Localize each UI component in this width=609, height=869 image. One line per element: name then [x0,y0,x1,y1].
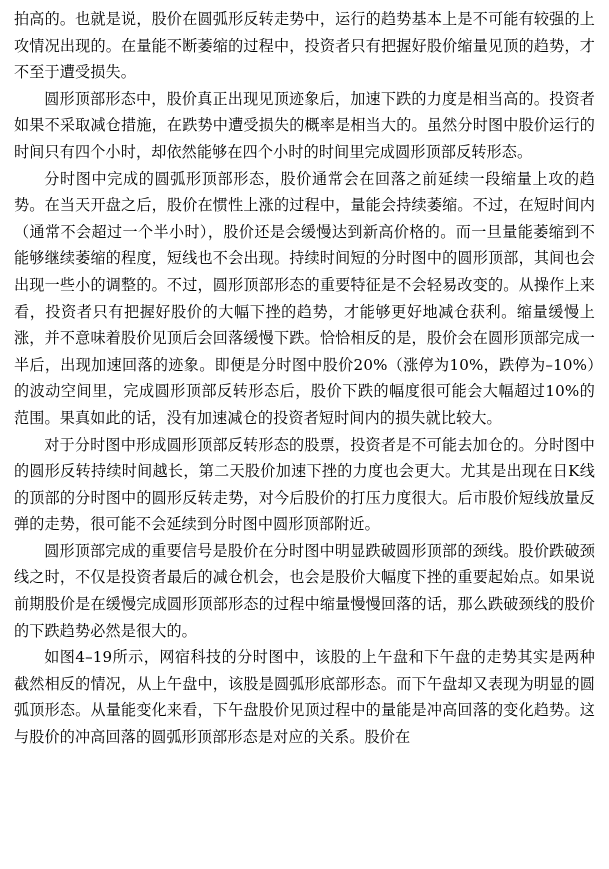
paragraph-1: 拍高的。也就是说，股价在圆弧形反转走势中，运行的趋势基本上是不可能有较强的上攻情况出现的。在量能不断萎缩的过程中，投资者只有把握好股价缩量见顶的趋势，才不至于遭受损失。 [14,10,595,82]
paragraph-3: 分时图中完成的圆弧形顶部形态，股价通常会在回落之前延续一段缩量上攻的趋势。在当天开盘之后，股价在惯性上涨的过程中，量能会持续萎缩。不过，在短时间内（通常不会超过一个半小时），股价还是会缓慢达到新高价格的。而一旦量能萎缩到不能够继续萎缩的程度，短线也不会出现。持续时间短的分时图中的圆形顶部，其间也会出现一些小的调整的。不过，圆形顶部形态的重要特征是不会轻易改变的。从操作上来看，投资者只有把握好股价的大幅下挫的趋势，才能够更好地减仓获利。缩量缓慢上涨，并不意味着股价见顶后会回落缓慢下跌。恰恰相反的是，股价会在圆形顶部完成一半后，出现加速回落的迹象。即便是分时图中股价20%（涨停为10%，跌停为–10%）的波动空间里，完成圆形顶部反转形态后，股价下跌的幅度很可能会大幅超过10%的范围。果真如此的话，没有加速减仓的投资者短时间内的损失就比较大。 [14,169,595,427]
paragraph-2: 圆形顶部形态中，股价真正出现见顶迹象后，加速下跌的力度是相当高的。投资者如果不采取减仓措施，在跌势中遭受损失的概率是相当大的。虽然分时图中股价运行的时间只有四个小时，却依然能够在四个小时的时间里完成圆形顶部反转形态。 [14,89,595,161]
paragraph-5: 圆形顶部完成的重要信号是股价在分时图中明显跌破圆形顶部的颈线。股价跌破颈线之时，不仅是投资者最后的减仓机会，也会是股价大幅度下挫的重要起始点。如果说前期股价是在缓慢完成圆形顶部形态的过程中缩量慢慢回落的话，那么跌破颈线的股价的下跌趋势必然是很大的。 [14,541,595,640]
paragraph-6: 如图4–19所示，网宿科技的分时图中，该股的上午盘和下午盘的走势其实是两种截然相反的情况，从上午盘中，该股是圆弧形底部形态。而下午盘却又表现为明显的圆弧顶形态。从量能变化来看，下午盘股价见顶过程中的量能是冲高回落的变化趋势。这与股价的冲高回落的圆弧形顶部形态是对应的关系。股价在 [14,648,595,747]
paragraph-4: 对于分时图中形成圆形顶部反转形态的股票，投资者是不可能去加仓的。分时图中的圆形反转持续时间越长，第二天股价加速下挫的力度也会更大。尤其是出现在日K线的顶部的分时图中的圆形反转走势，对今后股价的打压力度很大。后市股价短线放量反弹的走势，很可能不会延续到分时图中圆形顶部附近。 [14,435,595,534]
